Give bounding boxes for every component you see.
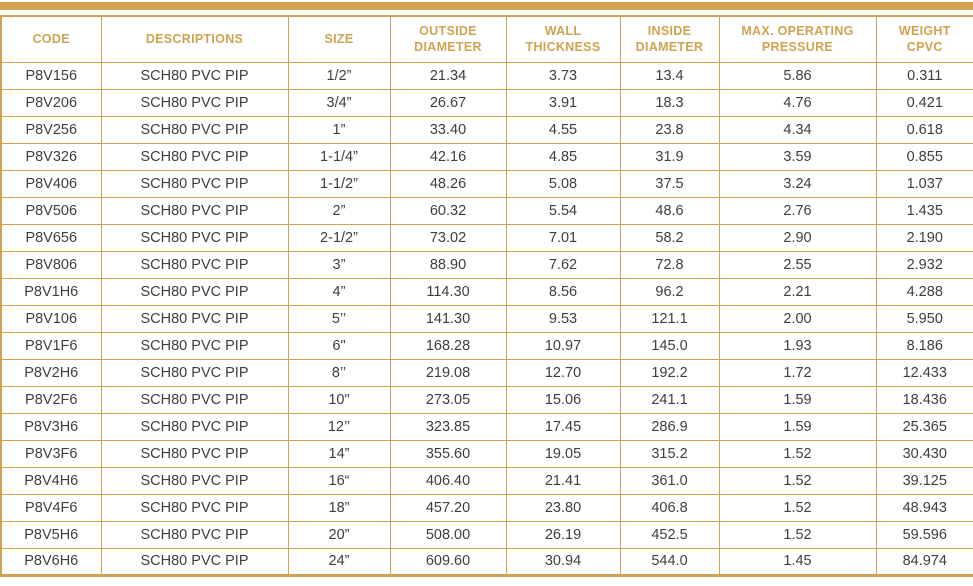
- gold-accent-bar: [0, 2, 973, 10]
- cell-description: SCH80 PVC PIP: [101, 494, 288, 521]
- cell-size: 2”: [288, 197, 390, 224]
- cell-wall-thickness: 30.94: [506, 548, 620, 575]
- cell-size: 3”: [288, 251, 390, 278]
- cell-max-operating-pressure: 1.93: [719, 332, 876, 359]
- cell-max-operating-pressure: 1.59: [719, 413, 876, 440]
- cell-description: SCH80 PVC PIP: [101, 521, 288, 548]
- cell-wall-thickness: 5.54: [506, 197, 620, 224]
- cell-code: P8V206: [1, 89, 101, 116]
- cell-weight-cpvc: 39.125: [876, 467, 973, 494]
- table-row: [1, 170, 973, 197]
- cell-description: SCH80 PVC PIP: [101, 305, 288, 332]
- cell-weight-cpvc: 2.190: [876, 224, 973, 251]
- cell-code: P8V256: [1, 116, 101, 143]
- column-header-code: CODE: [1, 16, 101, 62]
- cell-max-operating-pressure: 2.21: [719, 278, 876, 305]
- cell-wall-thickness: 21.41: [506, 467, 620, 494]
- cell-wall-thickness: 7.01: [506, 224, 620, 251]
- cell-wall-thickness: 9.53: [506, 305, 620, 332]
- cell-wall-thickness: 5.08: [506, 170, 620, 197]
- cell-description: SCH80 PVC PIP: [101, 170, 288, 197]
- cell-description: SCH80 PVC PIP: [101, 116, 288, 143]
- cell-size: 16“: [288, 467, 390, 494]
- cell-wall-thickness: 3.91: [506, 89, 620, 116]
- cell-wall-thickness: 7.62: [506, 251, 620, 278]
- cell-weight-cpvc: 8.186: [876, 332, 973, 359]
- cell-weight-cpvc: 48.943: [876, 494, 973, 521]
- table-row: [1, 494, 973, 521]
- cell-weight-cpvc: 0.311: [876, 62, 973, 89]
- cell-size: 24”: [288, 548, 390, 575]
- cell-wall-thickness: 10.97: [506, 332, 620, 359]
- cell-wall-thickness: 26.19: [506, 521, 620, 548]
- cell-wall-thickness: 4.85: [506, 143, 620, 170]
- cell-size: 8’’: [288, 359, 390, 386]
- cell-inside-diameter: 96.2: [620, 278, 719, 305]
- cell-weight-cpvc: 30.430: [876, 440, 973, 467]
- cell-max-operating-pressure: 1.45: [719, 548, 876, 575]
- cell-code: P8V326: [1, 143, 101, 170]
- cell-code: P8V3H6: [1, 413, 101, 440]
- cell-outside-diameter: 609.60: [390, 548, 506, 575]
- cell-description: SCH80 PVC PIP: [101, 251, 288, 278]
- cell-size: 18”: [288, 494, 390, 521]
- cell-inside-diameter: 13.4: [620, 62, 719, 89]
- cell-weight-cpvc: 0.618: [876, 116, 973, 143]
- cell-size: 20”: [288, 521, 390, 548]
- cell-max-operating-pressure: 2.90: [719, 224, 876, 251]
- cell-size: 1/2”: [288, 62, 390, 89]
- cell-weight-cpvc: 59.596: [876, 521, 973, 548]
- cell-size: 1-1/2”: [288, 170, 390, 197]
- cell-outside-diameter: 168.28: [390, 332, 506, 359]
- cell-description: SCH80 PVC PIP: [101, 143, 288, 170]
- cell-outside-diameter: 88.90: [390, 251, 506, 278]
- cell-description: SCH80 PVC PIP: [101, 332, 288, 359]
- cell-description: SCH80 PVC PIP: [101, 413, 288, 440]
- table-row: [1, 467, 973, 494]
- cell-max-operating-pressure: 2.55: [719, 251, 876, 278]
- cell-code: P8V1H6: [1, 278, 101, 305]
- table-row: [1, 386, 973, 413]
- table-row: [1, 332, 973, 359]
- cell-outside-diameter: 355.60: [390, 440, 506, 467]
- cell-size: 4”: [288, 278, 390, 305]
- cell-size: 1”: [288, 116, 390, 143]
- cell-weight-cpvc: 18.436: [876, 386, 973, 413]
- cell-inside-diameter: 544.0: [620, 548, 719, 575]
- column-header-inside-diameter: INSIDE DIAMETER: [620, 16, 719, 62]
- cell-max-operating-pressure: 4.34: [719, 116, 876, 143]
- column-header-outside-diameter: OUTSIDE DIAMETER: [390, 16, 506, 62]
- table-row: [1, 521, 973, 548]
- cell-outside-diameter: 141.30: [390, 305, 506, 332]
- cell-outside-diameter: 457.20: [390, 494, 506, 521]
- cell-weight-cpvc: 12.433: [876, 359, 973, 386]
- cell-max-operating-pressure: 2.76: [719, 197, 876, 224]
- cell-max-operating-pressure: 2.00: [719, 305, 876, 332]
- cell-code: P8V2F6: [1, 386, 101, 413]
- cell-size: 14”: [288, 440, 390, 467]
- cell-inside-diameter: 31.9: [620, 143, 719, 170]
- cell-size: 6": [288, 332, 390, 359]
- cell-inside-diameter: 18.3: [620, 89, 719, 116]
- cell-code: P8V406: [1, 170, 101, 197]
- column-header-size: SIZE: [288, 16, 390, 62]
- cell-weight-cpvc: 25.365: [876, 413, 973, 440]
- cell-max-operating-pressure: 3.24: [719, 170, 876, 197]
- column-header-weight-cpvc: WEIGHT CPVC: [876, 16, 973, 62]
- cell-max-operating-pressure: 1.52: [719, 494, 876, 521]
- cell-weight-cpvc: 1.037: [876, 170, 973, 197]
- cell-inside-diameter: 286.9: [620, 413, 719, 440]
- cell-code: P8V806: [1, 251, 101, 278]
- cell-size: 2-1/2”: [288, 224, 390, 251]
- cell-description: SCH80 PVC PIP: [101, 440, 288, 467]
- table-row: [1, 89, 973, 116]
- cell-inside-diameter: 315.2: [620, 440, 719, 467]
- cell-code: P8V156: [1, 62, 101, 89]
- pipe-spec-table: [0, 15, 973, 577]
- cell-wall-thickness: 23.80: [506, 494, 620, 521]
- table-header-row: [1, 16, 973, 62]
- table-row: [1, 116, 973, 143]
- column-header-max-operating-pressure: MAX. OPERATING PRESSURE: [719, 16, 876, 62]
- cell-wall-thickness: 19.05: [506, 440, 620, 467]
- table-row: [1, 278, 973, 305]
- cell-inside-diameter: 23.8: [620, 116, 719, 143]
- cell-outside-diameter: 73.02: [390, 224, 506, 251]
- cell-max-operating-pressure: 5.86: [719, 62, 876, 89]
- cell-description: SCH80 PVC PIP: [101, 197, 288, 224]
- column-header-wall-thickness: WALL THICKNESS: [506, 16, 620, 62]
- cell-weight-cpvc: 5.950: [876, 305, 973, 332]
- cell-code: P8V656: [1, 224, 101, 251]
- table-row: [1, 224, 973, 251]
- cell-code: P8V506: [1, 197, 101, 224]
- cell-description: SCH80 PVC PIP: [101, 467, 288, 494]
- cell-inside-diameter: 37.5: [620, 170, 719, 197]
- cell-code: P8V1F6: [1, 332, 101, 359]
- cell-description: SCH80 PVC PIP: [101, 224, 288, 251]
- cell-inside-diameter: 72.8: [620, 251, 719, 278]
- cell-wall-thickness: 12.70: [506, 359, 620, 386]
- cell-outside-diameter: 48.26: [390, 170, 506, 197]
- cell-outside-diameter: 33.40: [390, 116, 506, 143]
- cell-wall-thickness: 15.06: [506, 386, 620, 413]
- table-row: [1, 251, 973, 278]
- cell-outside-diameter: 26.67: [390, 89, 506, 116]
- cell-weight-cpvc: 1.435: [876, 197, 973, 224]
- table-body: [1, 62, 973, 575]
- cell-code: P8V4H6: [1, 467, 101, 494]
- cell-description: SCH80 PVC PIP: [101, 548, 288, 575]
- cell-wall-thickness: 17.45: [506, 413, 620, 440]
- cell-weight-cpvc: 4.288: [876, 278, 973, 305]
- cell-size: 1-1/4”: [288, 143, 390, 170]
- table-row: [1, 413, 973, 440]
- cell-outside-diameter: 114.30: [390, 278, 506, 305]
- table-row: [1, 62, 973, 89]
- cell-code: P8V2H6: [1, 359, 101, 386]
- cell-code: P8V106: [1, 305, 101, 332]
- cell-outside-diameter: 273.05: [390, 386, 506, 413]
- cell-inside-diameter: 452.5: [620, 521, 719, 548]
- cell-inside-diameter: 145.0: [620, 332, 719, 359]
- cell-weight-cpvc: 0.421: [876, 89, 973, 116]
- cell-max-operating-pressure: 1.72: [719, 359, 876, 386]
- cell-description: SCH80 PVC PIP: [101, 62, 288, 89]
- table-row: [1, 305, 973, 332]
- cell-size: 5’’: [288, 305, 390, 332]
- table-row: [1, 359, 973, 386]
- cell-inside-diameter: 58.2: [620, 224, 719, 251]
- cell-outside-diameter: 323.85: [390, 413, 506, 440]
- cell-inside-diameter: 241.1: [620, 386, 719, 413]
- cell-wall-thickness: 3.73: [506, 62, 620, 89]
- cell-inside-diameter: 121.1: [620, 305, 719, 332]
- cell-description: SCH80 PVC PIP: [101, 89, 288, 116]
- cell-wall-thickness: 8.56: [506, 278, 620, 305]
- cell-weight-cpvc: 2.932: [876, 251, 973, 278]
- cell-max-operating-pressure: 1.59: [719, 386, 876, 413]
- cell-outside-diameter: 508.00: [390, 521, 506, 548]
- cell-outside-diameter: 60.32: [390, 197, 506, 224]
- cell-max-operating-pressure: 1.52: [719, 521, 876, 548]
- cell-max-operating-pressure: 4.76: [719, 89, 876, 116]
- cell-size: 3/4”: [288, 89, 390, 116]
- cell-size: 10": [288, 386, 390, 413]
- cell-inside-diameter: 361.0: [620, 467, 719, 494]
- cell-code: P8V3F6: [1, 440, 101, 467]
- cell-outside-diameter: 42.16: [390, 143, 506, 170]
- cell-code: P8V5H6: [1, 521, 101, 548]
- cell-description: SCH80 PVC PIP: [101, 359, 288, 386]
- cell-outside-diameter: 21.34: [390, 62, 506, 89]
- column-header-descriptions: DESCRIPTIONS: [101, 16, 288, 62]
- table-row: [1, 548, 973, 575]
- table-row: [1, 440, 973, 467]
- table-row: [1, 143, 973, 170]
- cell-inside-diameter: 192.2: [620, 359, 719, 386]
- cell-code: P8V6H6: [1, 548, 101, 575]
- cell-wall-thickness: 4.55: [506, 116, 620, 143]
- cell-code: P8V4F6: [1, 494, 101, 521]
- cell-size: 12’’: [288, 413, 390, 440]
- cell-inside-diameter: 406.8: [620, 494, 719, 521]
- cell-inside-diameter: 48.6: [620, 197, 719, 224]
- cell-description: SCH80 PVC PIP: [101, 386, 288, 413]
- cell-weight-cpvc: 84.974: [876, 548, 973, 575]
- cell-max-operating-pressure: 1.52: [719, 467, 876, 494]
- table-row: [1, 197, 973, 224]
- cell-description: SCH80 PVC PIP: [101, 278, 288, 305]
- cell-max-operating-pressure: 1.52: [719, 440, 876, 467]
- cell-outside-diameter: 219.08: [390, 359, 506, 386]
- cell-outside-diameter: 406.40: [390, 467, 506, 494]
- cell-weight-cpvc: 0.855: [876, 143, 973, 170]
- cell-max-operating-pressure: 3.59: [719, 143, 876, 170]
